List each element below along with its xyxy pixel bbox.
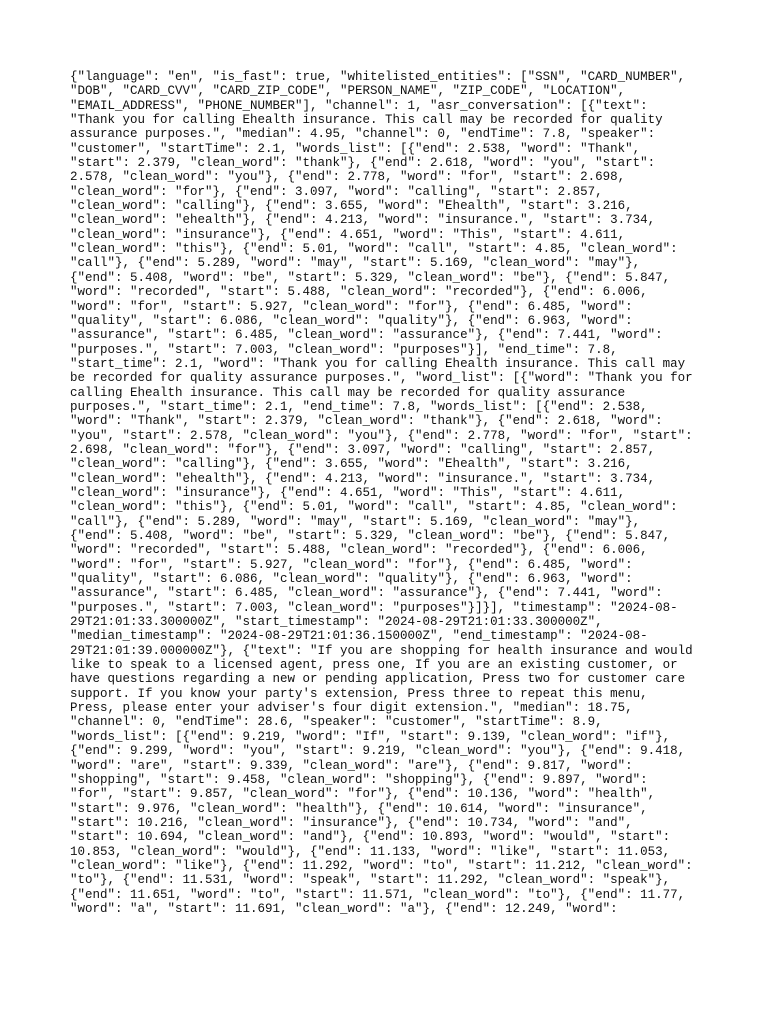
json-transcript-text: {"language": "en", "is_fast": true, "whitelisted_entities": ["SSN", "CARD_NUMBER", "DOB", "CARD_CVV", "CARD_ZIP_CODE", "PERSON_NAME", "ZIP_CODE", "LOCATION", "EMAIL_ADDRESS", "PHONE_NUMBER"], "channel": 1, "asr_conversation": [{"text": "Thank you for calling Ehealth insurance. This call may be recorded for quality assurance purposes.", "median": 4.95, "channel": 0, "endTime": 7.8, "speaker": "customer", "startTime": 2.1, "words_list": [{"end": 2.538, "word": "Thank", "start": 2.379, "clean_word": "thank"}, {"end": 2.618, "word": "you", "start": 2.578, "clean_word": "you"}, {"end": 2.778, "word": "for", "start": 2.698, "clean_word": "for"}, {"end": 3.097, "word": "calling", "start": 2.857, "clean_word": "calling"}, {"end": 3.655, "word": "Ehealth", "start": 3.216, "clean_word": "ehealth"}, {"end": 4.213, "word": "insurance.", "start": 3.734, "clean_word": "insurance"}, {"end": 4.651, "word": "This", "start": 4.611, "clean_word": "this"}, {"end": 5.01, "word": "call", "start": 4.85, "clean_word": "call"}, {"end": 5.289, "word": "may", "start": 5.169, "clean_word": "may"}, {"end": 5.408, "word": "be", "start": 5.329, "clean_word": "be"}, {"end": 5.847, "word": "recorded", "start": 5.488, "clean_word": "recorded"}, {"end": 6.006, "word": "for", "start": 5.927, "clean_word": "for"}, {"end": 6.485, "word": "quality", "start": 6.086, "clean_word": "quality"}, {"end": 6.963, "word": "assurance", "start": 6.485, "clean_word": "assurance"}, {"end": 7.441, "word": "purposes.", "start": 7.003, "clean_word": "purposes"}], "end_time": 7.8, "start_time": 2.1, "word": "Thank you for calling Ehealth insurance. This call may be recorded for quality assurance purposes.", "word_list": [{"word": "Thank you for calling Ehealth insurance. This call may be recorded for quality assurance purposes.", "start_time": 2.1, "end_time": 7.8, "words_list": [{"end": 2.538, "word": "Thank", "start": 2.379, "clean_word": "thank"}, {"end": 2.618, "word": "you", "start": 2.578, "clean_word": "you"}, {"end": 2.778, "word": "for", "start": 2.698, "clean_word": "for"}, {"end": 3.097, "word": "calling", "start": 2.857, "clean_word": "calling"}, {"end": 3.655, "word": "Ehealth", "start": 3.216, "clean_word": "ehealth"}, {"end": 4.213, "word": "insurance.", "start": 3.734, "clean_word": "insurance"}, {"end": 4.651, "word": "This", "start": 4.611, "clean_word": "this"}, {"end": 5.01, "word": "call", "start": 4.85, "clean_word": "call"}, {"end": 5.289, "word": "may", "start": 5.169, "clean_word": "may"}, {"end": 5.408, "word": "be", "start": 5.329, "clean_word": "be"}, {"end": 5.847, "word": "recorded", "start": 5.488, "clean_word": "recorded"}, {"end": 6.006, "word": "for", "start": 5.927, "clean_word": "for"}, {"end": 6.485, "word": "quality", "start": 6.086, "clean_word": "quality"}, {"end": 6.963, "word": "assurance", "start": 6.485, "clean_word": "assurance"}, {"end": 7.441, "word": "purposes.", "start": 7.003, "clean_word": "purposes"}]}], "timestamp": "2024-08- 29T21:01:33.300000Z", "start_timestamp": "2024-08-29T21:01:33.300000Z", "median_timestamp": "2024-08-29T21:01:36.150000Z", "end_timestamp": "2024-08- 29T21:01:39.000000Z"}, {"text": "If you are shopping for health insurance and would like to speak to a licensed agent, press one, If you are an existing customer, or have questions regarding a new or pending application, Press two for customer care support. If you know your party's extension, Press three to repeat this menu, Press, please enter your adviser's four digit extension.", "median": 18.75, "channel": 0, "endTime": 28.6, "speaker": "customer", "startTime": 8.9, "words_list": [{"end": 9.219, "word": "If", "start": 9.139, "clean_word": "if"}, {"end": 9.299, "word": "you", "start": 9.219, "clean_word": "you"}, {"end": 9.418, "word": "are", "start": 9.339, "clean_word": "are"}, {"end": 9.817, "word": "shopping", "start": 9.458, "clean_word": "shopping"}, {"end": 9.897, "word": "for", "start": 9.857, "clean_word": "for"}, {"end": 10.136, "word": "health", "start": 9.976, "clean_word": "health"}, {"end": 10.614, "word": "insurance", "start": 10.216, "clean_word": "insurance"}, {"end": 10.734, "word": "and", "start": 10.694, "clean_word": "and"}, {"end": 10.893, "word": "would", "start": 10.853, "clean_word": "would"}, {"end": 11.133, "word": "like", "start": 11.053, "clean_word": "like"}, {"end": 11.292, "word": "to", "start": 11.212, "clean_word": "to"}, {"end": 11.531, "word": "speak", "start": 11.292, "clean_word": "speak"}, {"end": 11.651, "word": "to", "start": 11.571, "clean_word": "to"}, {"end": 11.77, "word": "a", "start": 11.691, "clean_word": "a"}, {"end": 12.249, "word": [70,70,693,916]
